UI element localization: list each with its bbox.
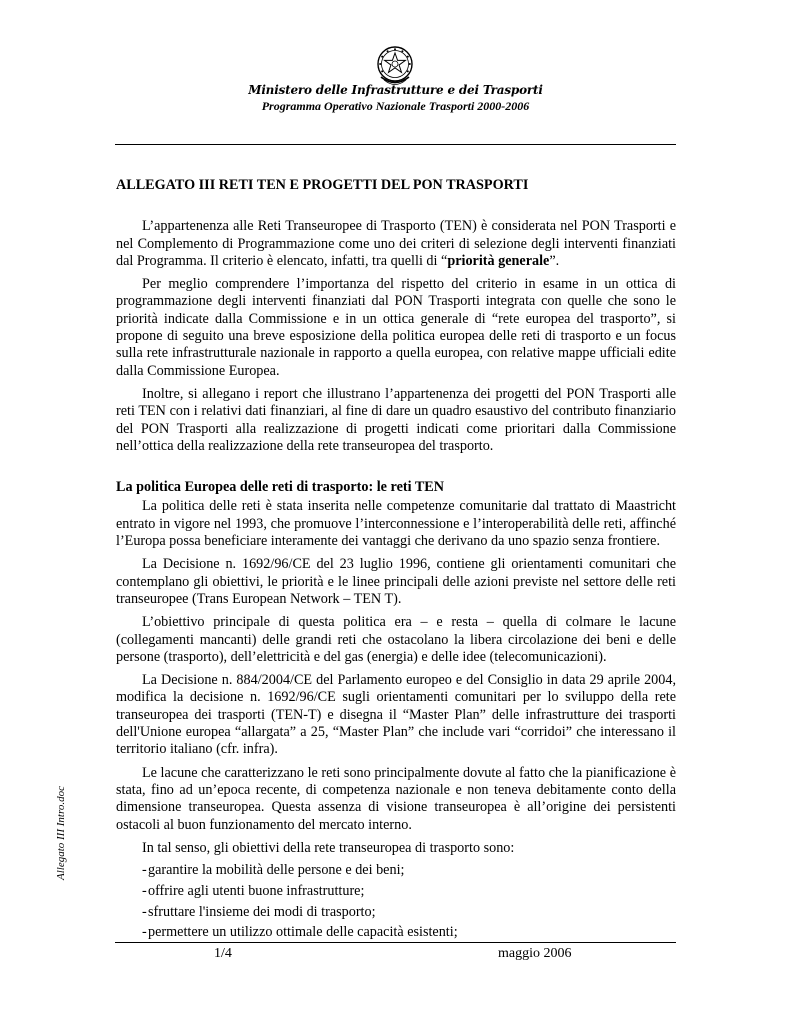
intro-paragraph-1 [116,218,676,270]
section-paragraph-3: L’obiettivo principale di questa politica era – e resta – quella di colmare le lacune (collegamenti mancanti) delle grandi reti che ostacolano la libera circolazione dei beni e delle persone (trasporto), dell’elettricità e del gas (energia) e delle idee (telecomunicazioni). [116,614,676,665]
footer-divider [115,942,676,943]
list-item [116,924,676,941]
ministry-name: Ministero delle Infrastrutture e dei Trasporti [248,83,543,97]
list-item [116,862,676,879]
list-item-text: sfruttare l'insieme dei modi di trasporto; [148,903,376,920]
intro-paragraph-1-end: ”. [549,252,560,269]
priority-label: priorità generale [447,252,550,269]
section-paragraph-5: Le lacune che caratterizzano le reti sono principalmente dovute al fatto che la pianificazione è stata, fino ad un’epoca recente, di competenza nazionale e non teneva debitamente conto della dimensione transeuropea. Questa assenza di visione transeuropea è all’origine dei persistenti ostacoli al buon funzionamento del mercato interno. [116,764,676,833]
bullet-dash: - [142,862,147,879]
footer-date: maggio 2006 [498,946,572,961]
list-item [116,883,676,900]
document-body [116,172,676,945]
header-divider [115,144,676,145]
file-name-margin-label: Allegato III Intro.doc [55,786,67,880]
intro-paragraph-1-text: L’appartenenza alle Reti Transeuropee di Trasporto (TEN) è considerata nel PON Trasporti e nel Complemento di Programmazione come uno dei criteri di selezione degli interventi finanziati dal Programma. Il criterio è elencato, infatti, tra quelli di “ [116,218,676,269]
bullet-dash: - [142,882,147,899]
objectives-list [116,862,676,942]
list-item-text: garantire la mobilità delle persone e dei beni; [148,862,405,879]
intro-paragraph-3: Inoltre, si allegano i report che illustrano l’appartenenza dei progetti del PON Trasporti alle reti TEN con i relativi dati finanziari, al fine di dare un quadro esaustivo del contributo finanziario del PON Trasporti alla realizzazione di progetti indicati come prioritari dalla Commissione nell’ottica della realizzazione della rete transeuropea del trasporto. [116,385,676,454]
document-title: ALLEGATO III RETI TEN E PROGETTI DEL PON TRASPORTI [116,177,529,193]
section-paragraph-1: La politica delle reti è stata inserita nelle competenze comunitarie dal trattato di Maastricht entrato in vigore nel 1993, che promuove l’interconnessione e l’interoperabilità delle reti, affinché l’Europa possa beneficiare interamente dei vantaggi che derivano da uno spazio senza frontiere. [116,498,676,550]
bullet-dash: - [142,924,147,941]
section-paragraph-2: La Decisione n. 1692/96/CE del 23 luglio 1996, contiene gli orientamenti comunitari che contemplano gli obiettivi, le priorità e le linee principali delle azioni previste nel settore delle reti transeuropee (Trans European Network – TEN T). [116,556,676,607]
list-item [116,904,676,921]
section-paragraph-6: In tal senso, gli obiettivi della rete transeuropea di trasporto sono: [142,839,515,856]
intro-paragraph-2: Per meglio comprendere l’importanza del rispetto del criterio in esame in un ottica di programmazione degli interventi finanziati dal PON Trasporti integrata con quelle che sono le priorità indicate dalla Commissione e in un ottica generale di “rete europea del trasporto”, si propone di seguito una breve esposizione della politica europea delle reti di trasporto e un focus sulla rete infrastrutturale nazionale in rapporto a quella europea, con relative mappe ufficiali edite dalla Commissione Europea. [116,276,676,379]
programme-name: Programma Operativo Nazionale Trasporti 2000-2006 [261,99,530,113]
list-item-text: offrire agli utenti buone infrastrutture; [148,882,365,899]
page-number: 1/4 [214,946,232,961]
list-item-text: permettere un utilizzo ottimale delle capacità esistenti; [148,924,458,941]
bullet-dash: - [142,903,147,920]
section-paragraph-4: La Decisione n. 884/2004/CE del Parlamento europeo e del Consiglio in data 29 aprile 2004, modifica la decisione n. 1692/96/CE sugli orientamenti comunitari per lo sviluppo della rete transeuropea dei trasporti (TEN-T) e disegna il “Master Plan” delle infrastrutture dei trasporti dell'Unione europea “allargata” a 25, “Master Plan” che include vari “corridoi” che interessano il territorio italiano (cfr. infra). [116,672,676,758]
section-title: La politica Europea delle reti di trasporto: le reti TEN [116,479,444,496]
